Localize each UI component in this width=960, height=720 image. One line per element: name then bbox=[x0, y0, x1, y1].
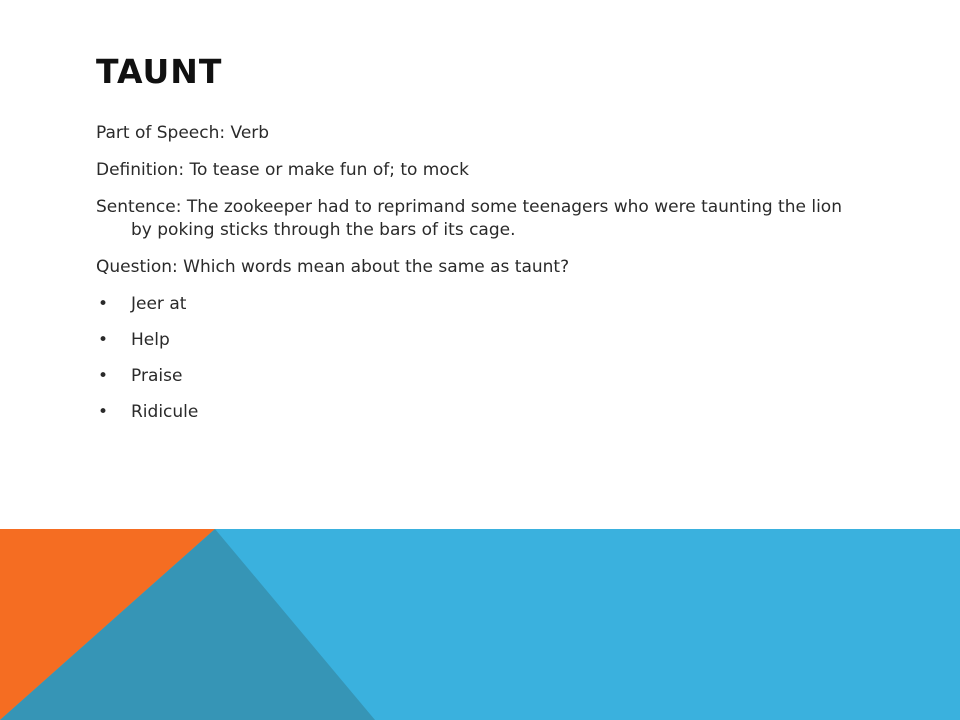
option-label: Jeer at bbox=[131, 294, 187, 314]
part-of-speech: Part of Speech: Verb bbox=[96, 123, 270, 143]
option-praise bbox=[96, 365, 856, 388]
definition: Definition: To tease or make fun of; to mock bbox=[96, 160, 469, 180]
option-help bbox=[96, 329, 856, 352]
slide-body bbox=[96, 122, 856, 437]
option-label: Ridicule bbox=[131, 402, 199, 422]
answer-options bbox=[96, 293, 856, 424]
decorative-footer-band bbox=[0, 529, 960, 720]
option-label: Praise bbox=[131, 366, 183, 386]
bullet-icon: • bbox=[98, 402, 109, 422]
example-sentence: Sentence: The zookeeper had to reprimand some teenagers who were taunting the lion by poking sticks through the bars of its cage. bbox=[96, 197, 842, 240]
option-jeer-at bbox=[96, 293, 856, 316]
bullet-icon: • bbox=[98, 294, 109, 314]
bullet-icon: • bbox=[98, 330, 109, 350]
option-ridicule bbox=[96, 401, 856, 424]
bullet-icon: • bbox=[98, 366, 109, 386]
question: Question: Which words mean about the same as taunt? bbox=[96, 257, 570, 277]
slide-title: TAUNT bbox=[96, 52, 223, 91]
option-label: Help bbox=[131, 330, 170, 350]
